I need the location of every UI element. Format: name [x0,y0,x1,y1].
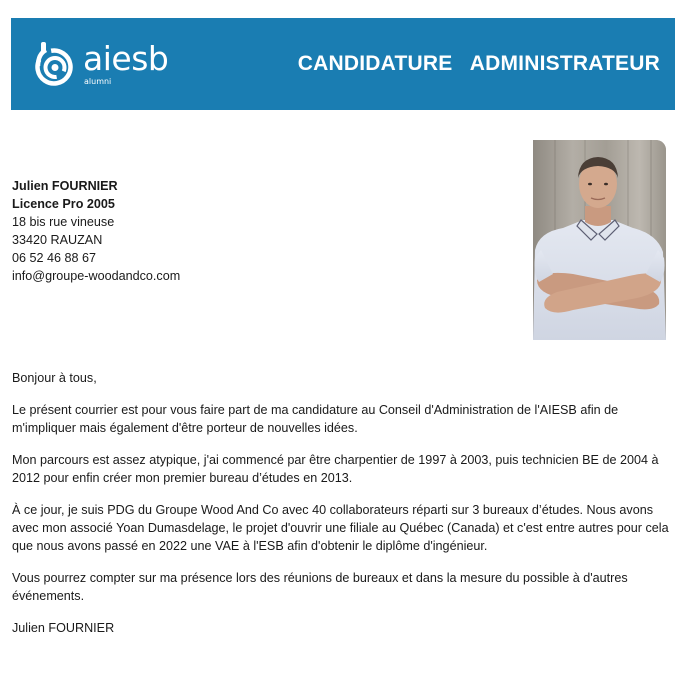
aiesb-spiral-logo-icon [35,42,73,86]
portrait-photo-icon [533,140,666,340]
page-title: CANDIDATURE ADMINISTRATEUR [297,52,660,75]
letter-paragraph: À ce jour, je suis PDG du Groupe Wood And Co avec 40 collaborateurs réparti sur 3 bureaux d’études. Nous avons avec mon associé Yoan Dumasdelage, le projet d'ouvrir une filiale au Québec (Canada) et c'est entre autres pour cela que nous avons passé en 2022 une VAE à l'ESB afin d'obtenir le diplôme d'ingénieur. [12,503,669,553]
contact-email: info@groupe-woodandco.com [12,269,181,283]
aiesb-alumni-logo [35,40,185,90]
header-banner [11,18,675,110]
logo-subtext: alumni [84,77,112,86]
contact-degree: Licence Pro 2005 [12,197,115,211]
letter-paragraph: Mon parcours est assez atypique, j'ai commencé par être charpentier de 1997 à 2003, puis technicien BE de 2004 à 2012 pour enfin créer mon premier bureau d’études en 2013. [12,453,659,485]
contact-phone: 06 52 46 88 67 [12,251,97,265]
contact-block [12,177,180,285]
letter-paragraph: Le présent courrier est pour vous faire part de ma candidature au Conseil d'Administration de l'AIESB afin de m'impliquer mais également d'être porteur de nouvelles idées. [12,403,619,435]
letter-signature: Julien FOURNIER [12,621,115,635]
letter-body [12,369,672,651]
contact-name: Julien FOURNIER [12,179,118,193]
logo-wordmark: aiesb [83,39,169,78]
letter-greeting: Bonjour à tous, [12,371,97,385]
contact-address-line2: 33420 RAUZAN [12,233,103,247]
letter-paragraph: Vous pourrez compter sur ma présence lors des réunions de bureaux et dans la mesure du possible à d'autres événements. [12,571,628,603]
portrait-photo [533,140,666,340]
contact-address-line1: 18 bis rue vineuse [12,215,115,229]
